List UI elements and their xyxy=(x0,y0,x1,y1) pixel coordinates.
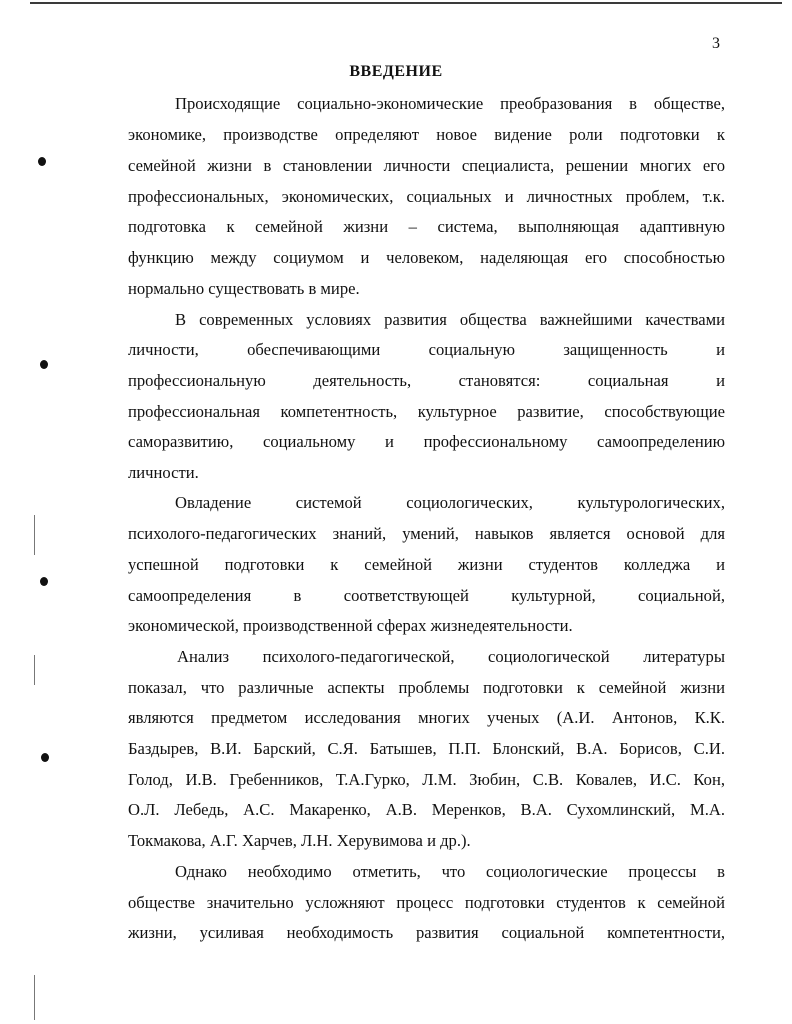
text-line: подготовка к семейной жизни – система, выполняющая адаптивную xyxy=(128,217,725,236)
text-line: О.Л. Лебедь, А.С. Макаренко, А.В. Меренков, В.А. Сухомлинский, М.А. xyxy=(128,800,725,819)
text-line: нормально существовать в мире. xyxy=(128,279,360,298)
binding-hole-mark xyxy=(40,360,48,369)
text-line: экономической, производственной сферах жизнедеятельности. xyxy=(128,616,573,635)
text-line: профессиональную деятельность, становятся: социальная и xyxy=(128,371,725,390)
binding-hole-mark xyxy=(40,577,48,586)
binding-hole-mark xyxy=(38,157,46,166)
text-line: успешной подготовки к семейной жизни студентов колледжа и xyxy=(128,555,725,574)
text-line: В современных условиях развития общества важнейшими качествами xyxy=(175,310,725,329)
text-line: Овладение системой социологических, культурологических, xyxy=(175,493,725,512)
margin-scan-mark xyxy=(34,655,35,685)
text-line: личности, обеспечивающими социальную защищенность и xyxy=(128,340,725,359)
text-line: Происходящие социально-экономические преобразования в обществе, xyxy=(175,94,725,113)
page-title: ВВЕДЕНИЕ xyxy=(349,63,443,80)
text-line: Голод, И.В. Гребенников, Т.А.Гурко, Л.М. Зюбин, С.В. Ковалев, И.С. Кон, xyxy=(128,770,725,789)
text-line: Анализ психолого-педагогической, социологической литературы xyxy=(177,647,725,666)
text-line: жизни, усиливая необходимость развития социальной компетентности, xyxy=(128,923,725,942)
text-line: личности. xyxy=(128,463,199,482)
text-line: являются предметом исследования многих ученых (А.И. Антонов, К.К. xyxy=(128,708,725,727)
text-line: профессиональных, экономических, социальных и личностных проблем, т.к. xyxy=(128,187,725,206)
text-line: психолого-педагогических знаний, умений, навыков является основой для xyxy=(128,524,725,543)
text-line: обществе значительно усложняют процесс подготовки студентов к семейной xyxy=(128,893,725,912)
text-line: показал, что различные аспекты проблемы подготовки к семейной жизни xyxy=(128,678,725,697)
page-number: 3 xyxy=(712,35,720,52)
text-line: Баздырев, В.И. Барский, С.Я. Батышев, П.П. Блонский, В.А. Борисов, С.И. xyxy=(128,739,725,758)
binding-hole-mark xyxy=(41,753,49,762)
text-line: профессиональная компетентность, культурное развитие, способствующие xyxy=(128,402,725,421)
text-line: семейной жизни в становлении личности специалиста, решении многих его xyxy=(128,156,725,175)
text-line: Токмакова, А.Г. Харчев, Л.Н. Херувимова и др.). xyxy=(128,831,471,850)
text-line: экономике, производстве определяют новое видение роли подготовки к xyxy=(128,125,725,144)
margin-scan-mark xyxy=(34,515,35,555)
text-line: самоопределения в соответствующей культурной, социальной, xyxy=(128,586,725,605)
text-line: функцию между социумом и человеком, наделяющая его способностью xyxy=(128,248,725,267)
text-line: саморазвитию, социальному и профессиональному самоопределению xyxy=(128,432,725,451)
top-scan-edge xyxy=(30,2,782,4)
margin-scan-mark xyxy=(34,975,35,1020)
text-line: Однако необходимо отметить, что социологические процессы в xyxy=(175,862,725,881)
